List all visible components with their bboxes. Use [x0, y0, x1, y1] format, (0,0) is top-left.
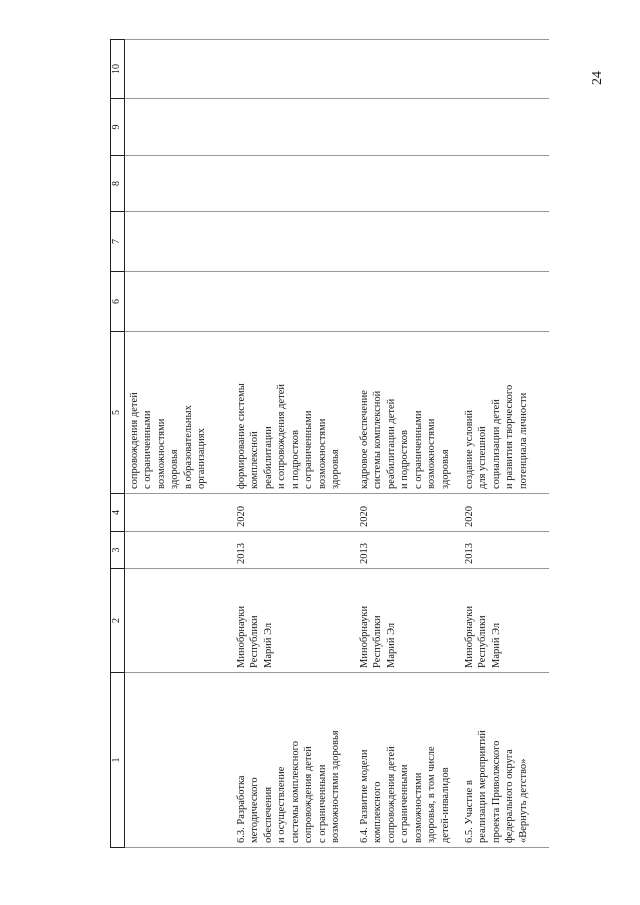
- column-number: 4: [111, 494, 125, 532]
- executor-cell: [460, 569, 549, 673]
- start-year-cell: [460, 532, 549, 569]
- empty-cell: [232, 272, 355, 332]
- empty-cell: [355, 212, 460, 272]
- result-text: сопровождения детей с ограниченными возможностями здоровья в образовательных организациях: [129, 392, 208, 489]
- result-cell: [460, 332, 549, 494]
- result-cell: [125, 332, 233, 494]
- column-number: 2: [111, 569, 125, 673]
- table-row: [232, 40, 355, 848]
- empty-cell: [125, 99, 233, 156]
- empty-cell: [125, 272, 233, 332]
- end-year-cell: [355, 494, 460, 532]
- end-year-cell: [232, 494, 355, 532]
- empty-cell: [355, 40, 460, 99]
- end-year: 2020: [464, 506, 475, 527]
- empty-cell: [355, 272, 460, 332]
- column-number: 5: [111, 332, 125, 494]
- column-number: 8: [111, 156, 125, 212]
- column-number-row: [111, 40, 125, 848]
- empty-cell: [460, 156, 549, 212]
- measure-cell: [460, 673, 549, 848]
- start-year: 2013: [464, 543, 475, 564]
- rotated-table-sheet: [110, 40, 529, 848]
- measure-text: 6.5. Участие в реализации мероприятий проекта Приволжского федерального округа «Вернуть детство»: [464, 730, 529, 843]
- executor-cell: [232, 569, 355, 673]
- executor-cell: [355, 569, 460, 673]
- executor-text: Минобрнауки Республики Марий Эл: [464, 605, 502, 668]
- result-cell: [232, 332, 355, 494]
- empty-cell: [232, 40, 355, 99]
- empty-cell: [125, 156, 233, 212]
- empty-cell: [460, 40, 549, 99]
- result-text: формирование системы комплексной реабилитации и сопровождения детей и подростков с ограниченными возможностями здоровья: [236, 383, 342, 489]
- page-number: 24: [590, 71, 605, 85]
- start-year: 2013: [236, 543, 247, 564]
- column-number: 7: [111, 212, 125, 272]
- executor-text: Минобрнауки Республики Марий Эл: [359, 605, 397, 668]
- measure-cell: [125, 673, 233, 848]
- table-row: [355, 40, 460, 848]
- end-year-cell: [125, 494, 233, 532]
- end-year: 2020: [359, 506, 370, 527]
- measure-cell: [355, 673, 460, 848]
- table-row: [460, 40, 549, 848]
- empty-cell: [125, 212, 233, 272]
- start-year-cell: [232, 532, 355, 569]
- table-row: [125, 40, 233, 848]
- end-year-cell: [460, 494, 549, 532]
- empty-cell: [232, 156, 355, 212]
- empty-cell: [460, 212, 549, 272]
- empty-cell: [125, 40, 233, 99]
- empty-cell: [460, 272, 549, 332]
- empty-cell: [355, 99, 460, 156]
- start-year-cell: [355, 532, 460, 569]
- empty-cell: [355, 156, 460, 212]
- column-number: 10: [111, 40, 125, 99]
- measure-cell: [232, 673, 355, 848]
- start-year-cell: [125, 532, 233, 569]
- result-text: создание условий для успешной социализации детей и развития творческого потенциала личности: [464, 384, 529, 489]
- empty-cell: [232, 99, 355, 156]
- result-cell: [355, 332, 460, 494]
- executor-cell: [125, 569, 233, 673]
- column-number: 3: [111, 532, 125, 569]
- end-year: 2020: [236, 506, 247, 527]
- empty-cell: [232, 212, 355, 272]
- column-number: 6: [111, 272, 125, 332]
- column-number: 1: [111, 673, 125, 848]
- result-text: кадровое обеспечение системы комплексной реабилитации детей и подростков с ограниченными возможностями здоровья: [359, 390, 451, 489]
- measure-text: 6.3. Разработка методического обеспечения и осуществление системы комплексного сопровождения детей с ограниченными возможностями здоровья: [236, 730, 342, 843]
- measure-text: 6.4. Развитие модели комплексного сопровождения детей с ограниченными возможностями здоровья, в том числе детей-инвалидов: [359, 746, 451, 843]
- executor-text: Минобрнауки Республики Марий Эл: [236, 605, 274, 668]
- start-year: 2013: [359, 543, 370, 564]
- empty-cell: [460, 99, 549, 156]
- column-number: 9: [111, 99, 125, 156]
- program-measures-table: [110, 39, 549, 848]
